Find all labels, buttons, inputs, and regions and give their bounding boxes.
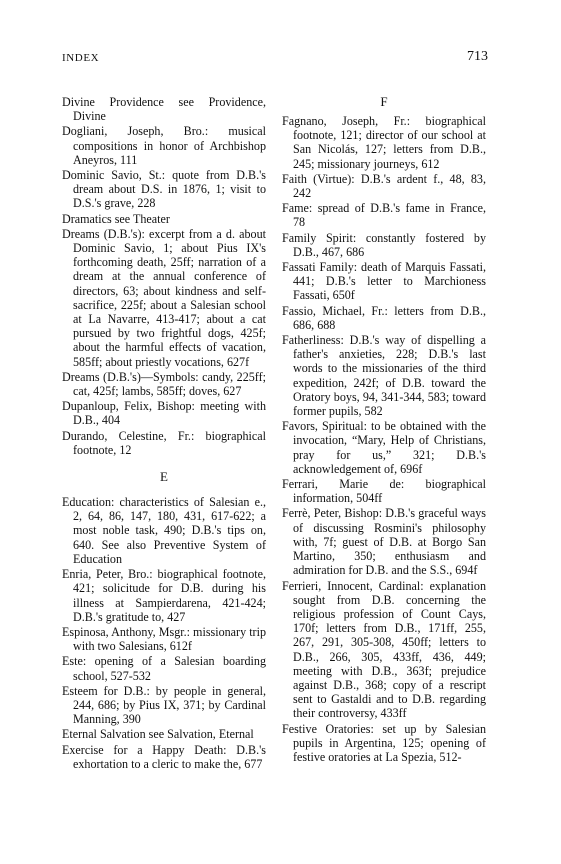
index-entry: Exercise for a Happy Death: D.B.'s exhortation to a cleric to make the, 677 [62, 742, 266, 771]
index-entry: Ferrari, Marie de: biographical information, 504ff [282, 477, 486, 506]
index-entry: Fame: spread of D.B.'s fame in France, 78 [282, 201, 486, 230]
index-entry: Dramatics see Theater [62, 211, 170, 226]
index-entry: Fatherliness: D.B.'s way of dispelling a father's anxieties, 228; D.B.'s last words to the missionaries of the third expedition, 242f; of D.B. toward the Oratory boys, 94, 341-344, 583; toward former pupils, 582 [282, 333, 486, 419]
page-number: 713 [467, 49, 488, 64]
index-entry: Eternal Salvation see Salvation, Eternal [62, 727, 254, 742]
index-entry: Fassati Family: death of Marquis Fassati, 441; D.B.'s letter to Marchioness Fassati, 650f [282, 260, 486, 303]
section-letter-e: E [160, 469, 168, 485]
index-entry: Dreams (D.B.'s): excerpt from a d. about Dominic Savio, 1; about Pius IX's forthcoming death, 25ff; narration of a dream at the annual conference of directors, 63; about kindness and self-sacrifice, 225f; about a Salesian school at La Navarre, 413-417; about a cat pursued by two frightful dogs, 425f; about the harmful effects of vacation, 585ff; about priestly vocations, 627f [62, 226, 266, 369]
left-entries-bottom [62, 495, 266, 771]
left-entries-top [62, 95, 266, 457]
right-entries [282, 114, 486, 764]
index-entry: Durando, Celestine, Fr.: biographical footnote, 12 [62, 428, 266, 457]
running-title: INDEX [62, 52, 100, 64]
section-letter-f: F [380, 94, 388, 109]
index-entry: Divine Providence see Providence, Divine [62, 95, 266, 124]
index-entry: Enria, Peter, Bro.: biographical footnote, 421; solicitude for D.B. during his illness at Sampierdarena, 421-424; D.B.'s gratitude to, 427 [62, 567, 266, 624]
left-column [62, 95, 266, 772]
index-entry: Dogliani, Joseph, Bro.: musical compositions in honor of Archbishop Aneyros, 111 [62, 124, 266, 167]
index-entry: Faith (Virtue): D.B.'s ardent f., 48, 83, 242 [282, 171, 486, 201]
index-entry: Festive Oratories: set up by Salesian pupils in Argentina, 125; opening of festive oratories at La Spezia, 512- [282, 721, 486, 764]
index-entry: Favors, Spiritual: to be obtained with the invocation, “Mary, Help of Christians, pray for us,” 321; D.B.'s acknowledgement of, 696f [282, 419, 486, 476]
index-entry: Fagnano, Joseph, Fr.: biographical footnote, 121; director of our school at San Nicolás, 127; letters from D.B., 245; missionary journeys, 612 [282, 114, 486, 171]
index-entry: Family Spirit: constantly fostered by D.B., 467, 686 [282, 230, 486, 259]
index-entry: Ferrè, Peter, Bishop: D.B.'s graceful ways of discussing Rosmini's philosophy with, 7f; guest of D.B. at Borgo San Martino, 350; enthusiasm and admiration for D.B. and the S.S., 694f [282, 506, 486, 578]
index-entry: Fassio, Michael, Fr.: letters from D.B., 686, 688 [282, 303, 486, 332]
index-entry: Dominic Savio, St.: quote from D.B.'s dream about D.S. in 1876, 1; visit to D.S.'s grave, 228 [62, 168, 266, 211]
index-entry: Dupanloup, Felix, Bishop: meeting with D.B., 404 [62, 399, 266, 428]
index-entry: Dreams (D.B.'s)—Symbols: candy, 225ff; cat, 425f; lambs, 585ff; doves, 627 [62, 369, 266, 399]
index-entry: Espinosa, Anthony, Msgr.: missionary trip with two Salesians, 612f [62, 624, 266, 654]
index-entry: Este: opening of a Salesian boarding school, 527-532 [62, 654, 266, 683]
index-entry: Ferrieri, Innocent, Cardinal: explanation sought from D.B. concerning the religious profession of Count Cays, 170f; letters from D.B., 171ff, 255, 267, 291, 305-308, 450ff; letters to D.B., 266, 305, 433ff, 436, 449; meeting with D.B., 363f; prejudice against D.B., 368; copy of a rescript sent to Gastaldi and to D.B. regarding their controversy, 433ff [282, 578, 486, 721]
right-column [282, 95, 486, 765]
index-entry: Esteem for D.B.: by people in general, 244, 686; by Pius IX, 371; by Cardinal Manning, 390 [62, 683, 266, 727]
index-entry: Education: characteristics of Salesian e., 2, 64, 86, 147, 180, 431, 617-622; a most noble task, 490; D.B.'s tips on, 640. See also Preventive System of Education [62, 495, 266, 566]
